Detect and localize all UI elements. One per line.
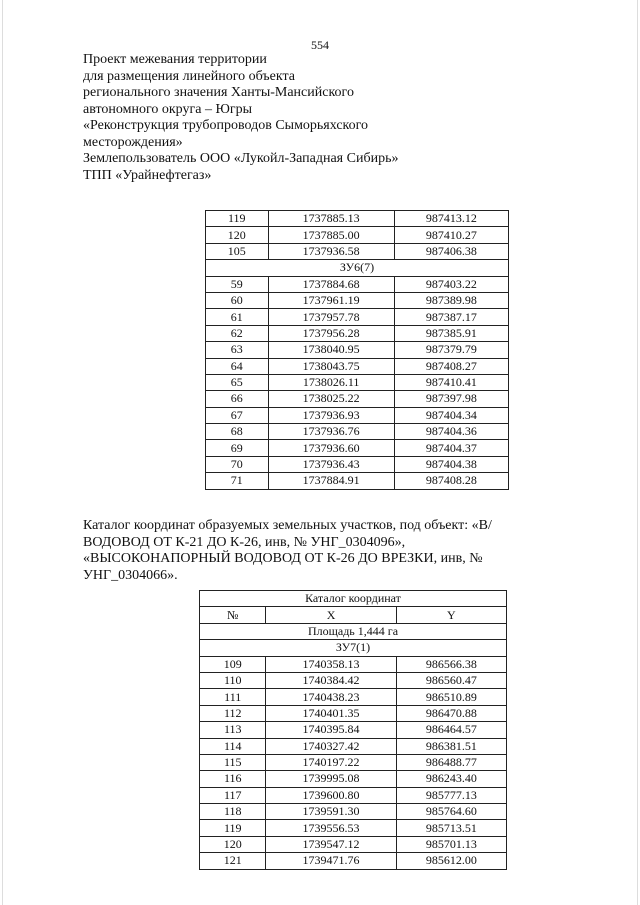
header-line: для размещения линейного объекта (83, 68, 295, 84)
table-cell: 987387.17 (394, 309, 508, 325)
table-cell: 1737885.00 (268, 227, 394, 243)
table-cell: 63 (206, 342, 269, 358)
table-cell: 987404.34 (394, 407, 508, 423)
table-cell: 987385.91 (394, 325, 508, 341)
table-row (200, 771, 507, 787)
table-cell: 59 (206, 276, 269, 292)
table-cell: 987403.22 (394, 276, 508, 292)
table-row (200, 836, 507, 852)
table-row (206, 227, 509, 243)
table-cell: 1739547.12 (266, 836, 396, 852)
table-cell: 70 (206, 456, 269, 472)
table-cell: 67 (206, 407, 269, 423)
table-cell: 987410.27 (394, 227, 508, 243)
table-cell: 111 (200, 689, 266, 705)
table-row (206, 325, 509, 341)
column-header: Y (396, 607, 506, 623)
table-row (200, 672, 507, 688)
table-cell: 1740358.13 (266, 656, 396, 672)
scan-right-edge (637, 0, 638, 905)
table-cell: 62 (206, 325, 269, 341)
table-cell: 65 (206, 374, 269, 390)
table-row (200, 787, 507, 803)
table-row (200, 738, 507, 754)
table-row (206, 391, 509, 407)
header-line: автономного округа – Югры (83, 101, 252, 117)
table-cell: 1737884.91 (268, 473, 394, 489)
section-label: ЗУ6(7) (206, 260, 509, 276)
table-row (200, 754, 507, 770)
table-title: Каталог координат (200, 591, 507, 607)
column-header: № (200, 607, 266, 623)
table-cell: 1739591.30 (266, 804, 396, 820)
table-cell: 1738043.75 (268, 358, 394, 374)
header-line: Землепользователь ООО «Лукойл-Западная Сибирь» (83, 151, 399, 166)
table-row (206, 292, 509, 308)
table-cell: 985764.60 (396, 804, 506, 820)
table-cell: 986560.47 (396, 672, 506, 688)
table-cell: 987404.36 (394, 424, 508, 440)
table-cell: 1740401.35 (266, 705, 396, 721)
table-cell: 1738040.95 (268, 342, 394, 358)
table-cell: 112 (200, 705, 266, 721)
table-cell: 986566.38 (396, 656, 506, 672)
table-cell: 987408.27 (394, 358, 508, 374)
table-cell: 987408.28 (394, 473, 508, 489)
table-row (200, 820, 507, 836)
table-cell: 985777.13 (396, 787, 506, 803)
table-cell: 118 (200, 804, 266, 820)
table-cell: 987397.98 (394, 391, 508, 407)
table-cell: 987413.12 (394, 211, 508, 227)
section-label-row (206, 260, 509, 276)
table-cell: 987404.38 (394, 456, 508, 472)
table-cell: 986243.40 (396, 771, 506, 787)
table-cell: 110 (200, 672, 266, 688)
table-cell: 1739556.53 (266, 820, 396, 836)
table-row (200, 689, 507, 705)
table-row (206, 342, 509, 358)
table-cell: 986381.51 (396, 738, 506, 754)
table-cell: 1738025.22 (268, 391, 394, 407)
area-label: Площадь 1,444 га (200, 623, 507, 639)
table-cell: 120 (206, 227, 269, 243)
table-cell: 1740438.23 (266, 689, 396, 705)
table-cell: 1740395.84 (266, 722, 396, 738)
table-cell: 119 (206, 211, 269, 227)
table-cell: 119 (200, 820, 266, 836)
table-cell: 987389.98 (394, 292, 508, 308)
column-header: X (266, 607, 396, 623)
table-cell: 64 (206, 358, 269, 374)
table-row (206, 276, 509, 292)
table-cell: 68 (206, 424, 269, 440)
table-row (206, 407, 509, 423)
table-row (200, 853, 507, 869)
table-cell: 1740327.42 (266, 738, 396, 754)
section-label: ЗУ7(1) (200, 640, 507, 656)
table-cell: 60 (206, 292, 269, 308)
table-row (200, 705, 507, 721)
table-cell: 115 (200, 754, 266, 770)
table-cell: 71 (206, 473, 269, 489)
table-cell: 1737957.78 (268, 309, 394, 325)
table-cell: 1739600.80 (266, 787, 396, 803)
page-number: 554 (311, 38, 329, 52)
table-row (206, 473, 509, 489)
table-cell: 1740197.22 (266, 754, 396, 770)
header-line: «Реконструкция трубопроводов Сыморьяхского (83, 118, 369, 133)
table-cell: 117 (200, 787, 266, 803)
table-cell: 986488.77 (396, 754, 506, 770)
table-row (206, 374, 509, 390)
table-cell: 985713.51 (396, 820, 506, 836)
table-cell: 109 (200, 656, 266, 672)
table-cell: 1737936.60 (268, 440, 394, 456)
scan-left-edge (2, 0, 3, 905)
table-cell: 1737961.19 (268, 292, 394, 308)
table-title-row (200, 591, 507, 607)
table-row (206, 358, 509, 374)
table-cell: 1740384.42 (266, 672, 396, 688)
header-row (200, 607, 507, 623)
table-cell: 1738026.11 (268, 374, 394, 390)
table-row (206, 440, 509, 456)
section-label-row (200, 640, 507, 656)
table-cell: 69 (206, 440, 269, 456)
table-cell: 114 (200, 738, 266, 754)
table-cell: 61 (206, 309, 269, 325)
table-cell: 1737936.58 (268, 243, 394, 259)
header-line: регионального значения Ханты-Мансийского (83, 85, 354, 100)
table-row (200, 656, 507, 672)
header-line: ТПП «Урайнефтегаз» (83, 167, 212, 183)
table-cell: 1739995.08 (266, 771, 396, 787)
table-cell: 986464.57 (396, 722, 506, 738)
table-cell: 66 (206, 391, 269, 407)
table-row (200, 804, 507, 820)
header-line: Проект межевания территории (83, 52, 267, 67)
table-cell: 1737884.68 (268, 276, 394, 292)
table-cell: 987406.38 (394, 243, 508, 259)
table-row (206, 456, 509, 472)
coordinates-table-1 (205, 210, 509, 490)
table-cell: 1737956.28 (268, 325, 394, 341)
table-cell: 987404.37 (394, 440, 508, 456)
table-cell: 105 (206, 243, 269, 259)
table-cell: 987410.41 (394, 374, 508, 390)
table-row (206, 243, 509, 259)
table-row (206, 211, 509, 227)
table-cell: 986510.89 (396, 689, 506, 705)
coordinates-table-2 (199, 590, 507, 870)
header-line: месторождения» (83, 134, 183, 150)
table-cell: 113 (200, 722, 266, 738)
table-cell: 985701.13 (396, 836, 506, 852)
table-cell: 1737885.13 (268, 211, 394, 227)
table-row (200, 722, 507, 738)
table-cell: 120 (200, 836, 266, 852)
table-cell: 1737936.43 (268, 456, 394, 472)
table-cell: 116 (200, 771, 266, 787)
table-cell: 986470.88 (396, 705, 506, 721)
table-cell: 1739471.76 (266, 853, 396, 869)
table-cell: 1737936.76 (268, 424, 394, 440)
table-row (206, 424, 509, 440)
table-cell: 1737936.93 (268, 407, 394, 423)
table-cell: 121 (200, 853, 266, 869)
document-header (83, 52, 503, 184)
area-label-row (200, 623, 507, 639)
table-cell: 985612.00 (396, 853, 506, 869)
catalog-caption: Каталог координат образуемых земельных участков, под объект: «В/ВОДОВОД ОТ К-21 ДО К-26, инв, № УНГ_0304096», «ВЫСОКОНАПОРНЫЙ ВОДОВОД ОТ К-26 ДО ВРЕЗКИ, инв, № УНГ_0304066». (83, 518, 492, 583)
table-cell: 987379.79 (394, 342, 508, 358)
table-row (206, 309, 509, 325)
